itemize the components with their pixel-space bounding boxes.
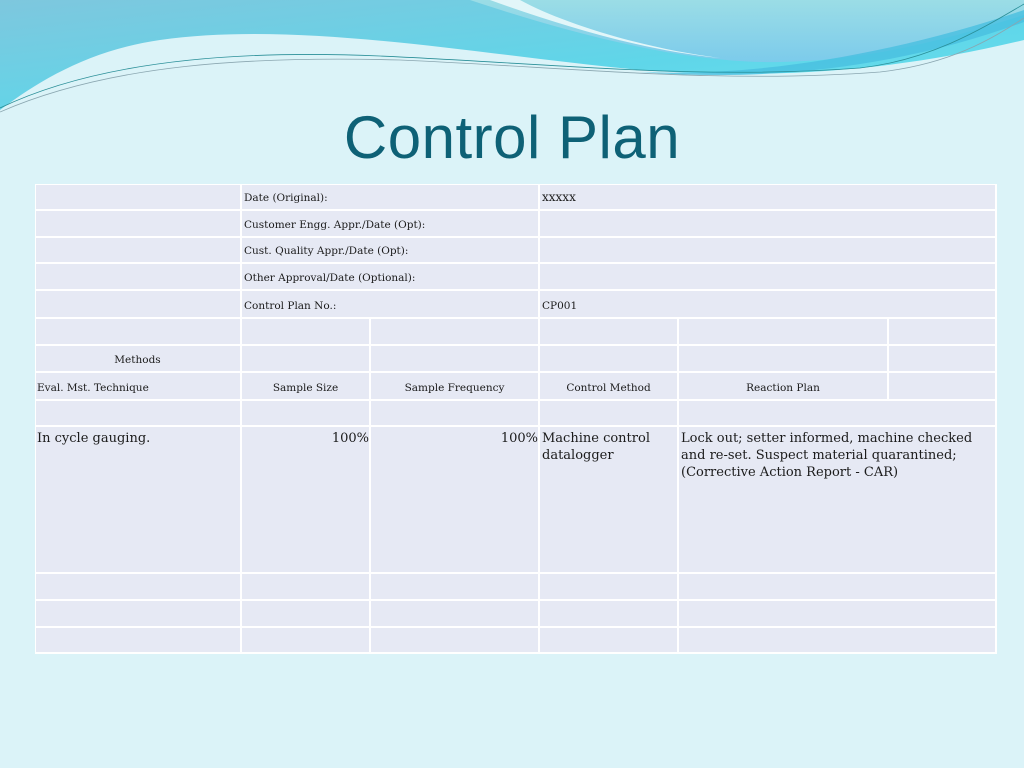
header-blank-cell [35,211,242,238]
header-label-control-plan-no: Control Plan No.: [242,291,540,319]
header-label-cust-quality: Cust. Quality Appr./Date (Opt): [242,238,540,264]
blank-cell [371,401,540,427]
blank-cell [242,319,371,346]
header-blank-cell [35,184,242,211]
control-plan-table [35,184,997,654]
blank-cell [242,401,371,427]
blank-cell [35,401,242,427]
table-cell-sample-size[interactable] [242,628,371,654]
table-cell-reaction-plan[interactable] [679,601,997,628]
header-blank-cell [35,291,242,319]
blank-cell [371,346,540,373]
page-title: Control Plan [343,104,681,171]
table-cell-sample-size[interactable]: 100% [242,427,371,574]
header-blank-cell [35,264,242,291]
header-label-other-approval: Other Approval/Date (Optional): [242,264,540,291]
header-value-date-original[interactable]: xxxxx [540,184,997,211]
blank-cell [242,346,371,373]
table-cell-control-method[interactable]: Machine control datalogger [540,427,679,574]
header-value-other-approval[interactable] [540,264,997,291]
blank-cell [540,319,679,346]
table-cell-sample-frequency[interactable] [371,601,540,628]
table-cell-control-method[interactable] [540,601,679,628]
table-cell-reaction-plan[interactable]: Lock out; setter informed, machine checked and re-set. Suspect material quarantined; (Corrective Action Report - CAR) [679,427,997,574]
table-cell-sample-size[interactable] [242,601,371,628]
blank-cell [889,319,997,346]
column-header-control-method: Control Method [540,373,679,401]
blank-cell [679,319,889,346]
blank-cell [889,346,997,373]
table-cell-technique[interactable] [35,601,242,628]
column-header-reaction-plan: Reaction Plan [679,373,889,401]
header-value-control-plan-no[interactable]: CP001 [540,291,997,319]
table-cell-sample-size[interactable] [242,574,371,601]
blank-cell [889,373,997,401]
table-cell-technique[interactable]: In cycle gauging. [35,427,242,574]
blank-cell [371,319,540,346]
header-blank-cell [35,238,242,264]
table-cell-reaction-plan[interactable] [679,628,997,654]
methods-group-label: Methods [35,346,242,373]
column-header-sample-size: Sample Size [242,373,371,401]
header-value-cust-quality[interactable] [540,238,997,264]
table-cell-technique[interactable] [35,628,242,654]
header-label-customer-engg: Customer Engg. Appr./Date (Opt): [242,211,540,238]
header-label-date-original: Date (Original): [242,184,540,211]
blank-cell [679,401,997,427]
blank-cell [540,401,679,427]
table-cell-technique[interactable] [35,574,242,601]
table-cell-reaction-plan[interactable] [679,574,997,601]
column-header-eval-technique: Eval. Mst. Technique [35,373,242,401]
blank-cell [35,319,242,346]
header-value-customer-engg[interactable] [540,211,997,238]
blank-cell [679,346,889,373]
table-cell-control-method[interactable] [540,574,679,601]
column-header-sample-frequency: Sample Frequency [371,373,540,401]
table-cell-sample-frequency[interactable] [371,574,540,601]
table-cell-sample-frequency[interactable]: 100% [371,427,540,574]
table-cell-sample-frequency[interactable] [371,628,540,654]
table-cell-control-method[interactable] [540,628,679,654]
blank-cell [540,346,679,373]
